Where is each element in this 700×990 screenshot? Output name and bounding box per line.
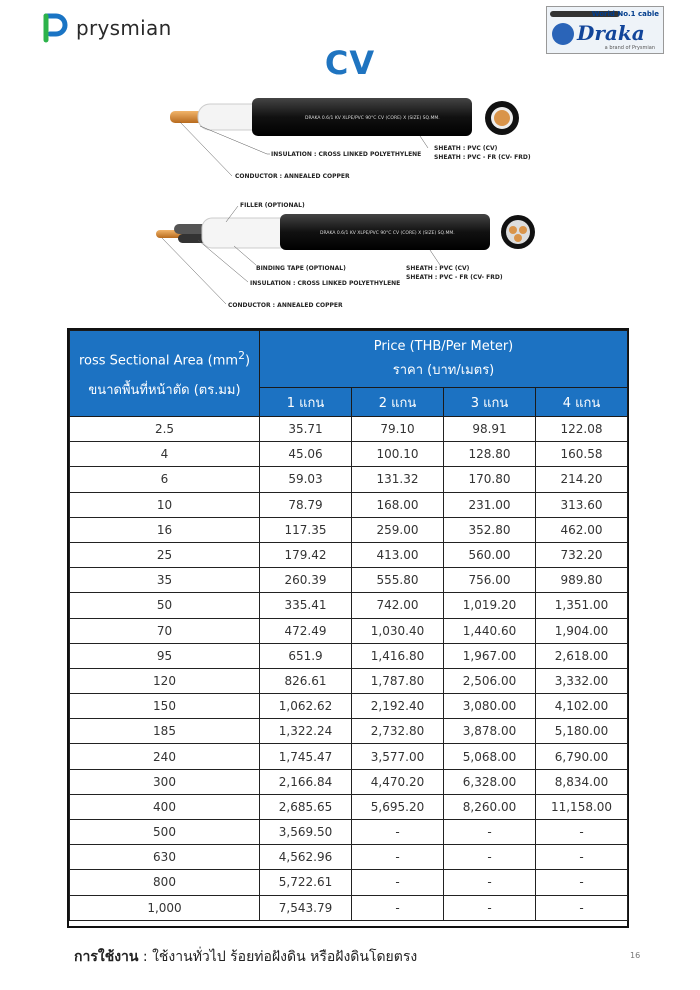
core-header: 4 แกน [536, 388, 628, 417]
size-header-th: ขนาดพื้นที่หน้าตัด (ตร.มม) [88, 383, 241, 399]
price-cell: 1,745.47 [260, 744, 352, 769]
price-cell: 6,790.00 [536, 744, 628, 769]
price-cell: 4,562.96 [260, 845, 352, 870]
price-cell: 117.35 [260, 517, 352, 542]
table-row [70, 467, 628, 492]
table-row [70, 492, 628, 517]
table-row [70, 845, 628, 870]
size-cell: 1,000 [70, 895, 260, 920]
size-cell: 2.5 [70, 417, 260, 442]
price-cell: 6,328.00 [444, 769, 536, 794]
draka-tagline: World No.1 cable [591, 10, 659, 18]
price-cell: 78.79 [260, 492, 352, 517]
price-cell: 472.49 [260, 618, 352, 643]
size-cell: 10 [70, 492, 260, 517]
size-header-en: ross Sectional Area $(mm^2)$ [78, 348, 251, 369]
price-cell: 2,685.65 [260, 794, 352, 819]
price-cell: 11,158.00 [536, 794, 628, 819]
price-cell: 260.39 [260, 568, 352, 593]
price-cell: 45.06 [260, 442, 352, 467]
price-cell: 3,332.00 [536, 668, 628, 693]
price-cell: 1,440.60 [444, 618, 536, 643]
size-cell: 70 [70, 618, 260, 643]
price-table [69, 330, 628, 921]
cable2-binding-label: BINDING TAPE (OPTIONAL) [256, 265, 346, 272]
size-cell: 95 [70, 643, 260, 668]
table-row [70, 618, 628, 643]
price-cell: 231.00 [444, 492, 536, 517]
price-cell: 35.71 [260, 417, 352, 442]
core-header: 3 แกน [444, 388, 536, 417]
price-cell: 1,019.20 [444, 593, 536, 618]
table-row [70, 417, 628, 442]
price-cell: 2,192.40 [352, 694, 444, 719]
price-cell: 131.32 [352, 467, 444, 492]
size-cell: 300 [70, 769, 260, 794]
multi-core-cable [156, 202, 535, 309]
size-cell: 150 [70, 694, 260, 719]
size-cell: 240 [70, 744, 260, 769]
price-cell: 826.61 [260, 668, 352, 693]
core-header: 1 แกน [260, 388, 352, 417]
price-cell: 3,080.00 [444, 694, 536, 719]
price-cell: 5,722.61 [260, 870, 352, 895]
size-cell: 120 [70, 668, 260, 693]
page-title: CV [324, 44, 376, 82]
price-cell: 170.80 [444, 467, 536, 492]
price-cell: - [352, 820, 444, 845]
price-cell: - [444, 820, 536, 845]
table-row [70, 568, 628, 593]
table-row [70, 593, 628, 618]
table-row [70, 794, 628, 819]
price-column-header [260, 331, 628, 388]
price-cell: 1,322.24 [260, 719, 352, 744]
price-cell: 335.41 [260, 593, 352, 618]
table-row [70, 517, 628, 542]
size-cell: 185 [70, 719, 260, 744]
price-cell: - [352, 845, 444, 870]
size-cell: 500 [70, 820, 260, 845]
price-cell: 1,062.62 [260, 694, 352, 719]
prysmian-logo [40, 12, 172, 44]
cable2-filler-label: FILLER (OPTIONAL) [240, 202, 305, 209]
price-cell: - [352, 895, 444, 920]
table-row [70, 668, 628, 693]
table-row [70, 895, 628, 920]
price-cell: 5,695.20 [352, 794, 444, 819]
price-cell: 4,470.20 [352, 769, 444, 794]
size-cell: 800 [70, 870, 260, 895]
price-cell: 128.80 [444, 442, 536, 467]
draka-wordmark: Draka [577, 21, 645, 45]
price-cell: 160.58 [536, 442, 628, 467]
price-cell: 2,618.00 [536, 643, 628, 668]
price-cell: 1,351.00 [536, 593, 628, 618]
price-cell: 8,260.00 [444, 794, 536, 819]
size-cell: 25 [70, 542, 260, 567]
usage-text: ใช้งานทั่วไป ร้อยท่อฝังดิน หรือฝังดินโดยตรง [152, 949, 418, 965]
price-cell: 732.20 [536, 542, 628, 567]
price-header-en: Price (THB/Per Meter) [373, 339, 514, 354]
single-core-cable [170, 98, 531, 180]
cable2-sheath1-label: SHEATH : PVC (CV) [406, 265, 470, 272]
price-cell: 3,569.50 [260, 820, 352, 845]
price-cell: 122.08 [536, 417, 628, 442]
price-cell: 555.80 [352, 568, 444, 593]
price-cell: 100.10 [352, 442, 444, 467]
price-cell: 1,904.00 [536, 618, 628, 643]
price-cell: - [536, 820, 628, 845]
cable2-sheath2-label: SHEATH : PVC - FR (CV- FRD) [406, 274, 503, 281]
price-cell: 756.00 [444, 568, 536, 593]
usage-label: การใช้งาน [74, 949, 139, 965]
cable1-conductor-label: CONDUCTOR : ANNEALED COPPER [235, 173, 350, 180]
cable1-sheath2-label: SHEATH : PVC - FR (CV- FRD) [434, 154, 531, 161]
price-cell: 5,068.00 [444, 744, 536, 769]
price-cell: 179.42 [260, 542, 352, 567]
size-cell: 630 [70, 845, 260, 870]
price-cell: 560.00 [444, 542, 536, 567]
price-cell: 2,732.80 [352, 719, 444, 744]
cable1-sheath1-label: SHEATH : PVC (CV) [434, 145, 498, 152]
table-row [70, 744, 628, 769]
table-row [70, 542, 628, 567]
table-row [70, 442, 628, 467]
price-cell: - [444, 870, 536, 895]
table-row [70, 769, 628, 794]
price-cell: 1,416.80 [352, 643, 444, 668]
table-row [70, 870, 628, 895]
price-table-container [67, 328, 629, 928]
size-cell: 4 [70, 442, 260, 467]
price-cell: 3,878.00 [444, 719, 536, 744]
size-cell: 6 [70, 467, 260, 492]
price-cell: 1,967.00 [444, 643, 536, 668]
price-cell: - [536, 870, 628, 895]
price-cell: 4,102.00 [536, 694, 628, 719]
price-cell: - [536, 845, 628, 870]
price-cell: - [352, 870, 444, 895]
size-cell: 50 [70, 593, 260, 618]
price-cell: 168.00 [352, 492, 444, 517]
price-cell: 413.00 [352, 542, 444, 567]
price-cell: - [444, 845, 536, 870]
table-row [70, 643, 628, 668]
prysmian-mark-icon [40, 12, 70, 44]
price-cell: 1,787.80 [352, 668, 444, 693]
price-cell: 2,166.84 [260, 769, 352, 794]
price-cell: 59.03 [260, 467, 352, 492]
price-cell: 3,577.00 [352, 744, 444, 769]
table-row [70, 719, 628, 744]
cable1-insulation-label: INSULATION : CROSS LINKED POLYETHYLENE [271, 151, 422, 158]
table-row [70, 820, 628, 845]
price-cell: 352.80 [444, 517, 536, 542]
cable2-conductor-label: CONDUCTOR : ANNEALED COPPER [228, 302, 343, 309]
price-cell: 742.00 [352, 593, 444, 618]
price-cell: 651.9 [260, 643, 352, 668]
price-cell: 259.00 [352, 517, 444, 542]
price-cell: 8,834.00 [536, 769, 628, 794]
price-cell: 989.80 [536, 568, 628, 593]
price-cell: - [536, 895, 628, 920]
price-header-th: ราคา (บาท/เมตร) [392, 363, 495, 378]
size-cell: 16 [70, 517, 260, 542]
size-cell: 400 [70, 794, 260, 819]
price-cell: 313.60 [536, 492, 628, 517]
cable2-print: DRAKA 0.6/1 KV XLPE/PVC 90°C CV (CORE) X (SIZE) SQ.MM. [320, 231, 455, 236]
price-cell: - [444, 895, 536, 920]
price-cell: 462.00 [536, 517, 628, 542]
usage-note: การใช้งาน : ใช้งานทั่วไป ร้อยท่อฝังดิน หรือฝังดินโดยตรง [74, 949, 418, 965]
price-cell: 1,030.40 [352, 618, 444, 643]
price-cell: 79.10 [352, 417, 444, 442]
price-cell: 7,543.79 [260, 895, 352, 920]
size-column-header [70, 331, 260, 417]
price-cell: 214.20 [536, 467, 628, 492]
size-cell: 35 [70, 568, 260, 593]
price-cell: 2,506.00 [444, 668, 536, 693]
table-row [70, 694, 628, 719]
cable2-insulation-label: INSULATION : CROSS LINKED POLYETHYLENE [250, 280, 401, 287]
price-cell: 5,180.00 [536, 719, 628, 744]
cable-diagram [140, 90, 560, 320]
core-header: 2 แกน [352, 388, 444, 417]
draka-subbrand: a brand of Prysmian [604, 45, 655, 51]
prysmian-wordmark: prysmian [76, 16, 172, 40]
globe-icon [552, 23, 574, 45]
price-cell: 98.91 [444, 417, 536, 442]
page-number: 16 [630, 951, 641, 960]
cable1-print: DRAKA 0.6/1 KV XLPE/PVC 90°C CV (CORE) X (SIZE) SQ.MM. [305, 116, 440, 121]
binding-tape-icon [202, 218, 292, 248]
